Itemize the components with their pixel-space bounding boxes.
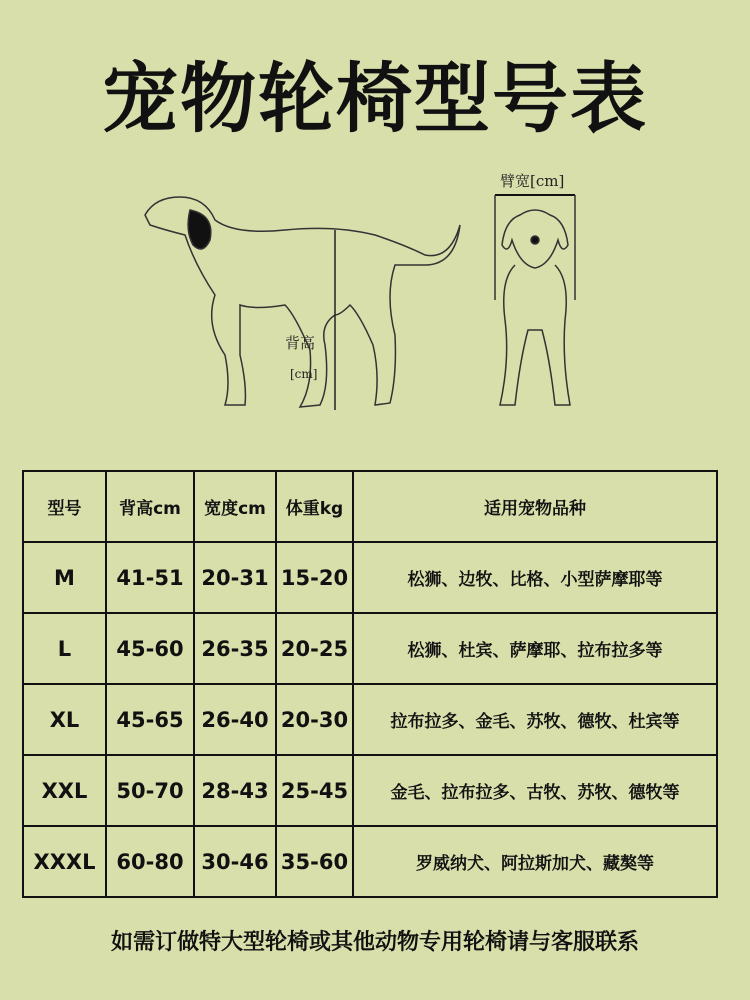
model: XL (23, 684, 106, 755)
arm-width-label: 臂宽[cm] (500, 172, 565, 190)
back-height-unit: [cm] (290, 367, 318, 381)
width: 26-40 (194, 684, 276, 755)
table-row (23, 684, 717, 755)
breeds: 松狮、边牧、比格、小型萨摩耶等 (353, 542, 717, 613)
dog-front-illustration (490, 190, 590, 410)
width: 26-35 (194, 613, 276, 684)
width: 20-31 (194, 542, 276, 613)
weight: 15-20 (276, 542, 353, 613)
model: M (23, 542, 106, 613)
header-breeds: 适用宠物品种 (353, 471, 717, 542)
back-height: 41-51 (106, 542, 194, 613)
width: 28-43 (194, 755, 276, 826)
model: XXXL (23, 826, 106, 897)
table-row (23, 613, 717, 684)
model: L (23, 613, 106, 684)
size-table (22, 470, 718, 898)
breeds: 松狮、杜宾、萨摩耶、拉布拉多等 (353, 613, 717, 684)
weight: 20-25 (276, 613, 353, 684)
breeds: 金毛、拉布拉多、古牧、苏牧、德牧等 (353, 755, 717, 826)
table-row (23, 826, 717, 897)
back-height: 45-65 (106, 684, 194, 755)
header-model: 型号 (23, 471, 106, 542)
back-height: 45-60 (106, 613, 194, 684)
back-height-label: 背高 (285, 334, 316, 352)
width: 30-46 (194, 826, 276, 897)
page-title: 宠物轮椅型号表 (102, 54, 648, 143)
model: XXL (23, 755, 106, 826)
weight: 20-30 (276, 684, 353, 755)
weight: 25-45 (276, 755, 353, 826)
header-width: 宽度cm (194, 471, 276, 542)
back-height: 50-70 (106, 755, 194, 826)
breeds: 罗威纳犬、阿拉斯加犬、藏獒等 (353, 826, 717, 897)
table-header-row (23, 471, 717, 542)
weight: 35-60 (276, 826, 353, 897)
header-back-height: 背高cm (106, 471, 194, 542)
footer-note: 如需订做特大型轮椅或其他动物专用轮椅请与客服联系 (110, 930, 639, 955)
header-weight: 体重kg (276, 471, 353, 542)
table-row (23, 755, 717, 826)
table-row (23, 542, 717, 613)
back-height: 60-80 (106, 826, 194, 897)
breeds: 拉布拉多、金毛、苏牧、德牧、杜宾等 (353, 684, 717, 755)
